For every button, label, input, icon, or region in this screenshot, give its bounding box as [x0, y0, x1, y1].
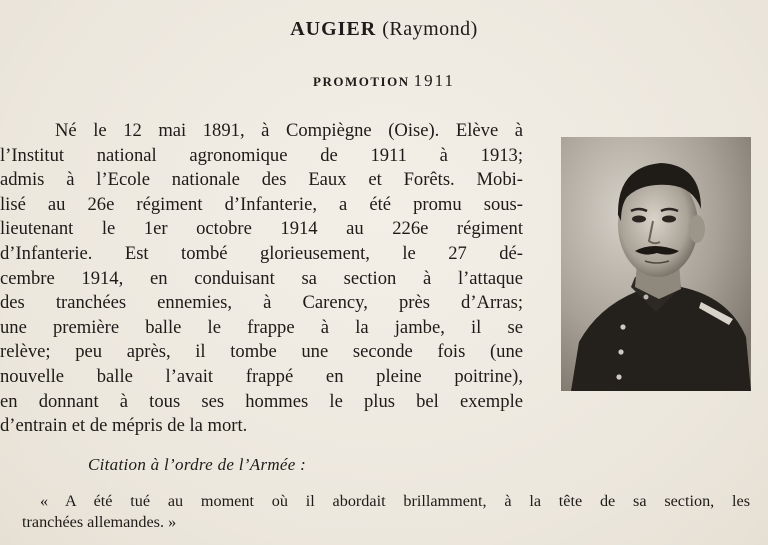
portrait-photo	[561, 137, 751, 391]
page-title	[0, 18, 768, 41]
citation-quote	[22, 491, 750, 533]
citation-line: tranchées allemandes. »	[22, 513, 177, 531]
promotion-label: PROMOTION	[313, 74, 410, 89]
biography-line: une première balle le frappe à la jambe, il se	[0, 316, 523, 338]
biography-line: lieutenant le 1er octobre 1914 au 226e régiment	[0, 218, 523, 240]
biography-line: admis à l’Ecole nationale des Eaux et Forêts. Mobi-	[0, 169, 523, 191]
promotion-year: 1911	[413, 71, 455, 90]
biography-line: l’Institut national agronomique de 1911 à 1913;	[0, 144, 523, 166]
biography-paragraph	[0, 119, 523, 439]
citation-title: Citation à l’ordre de l’Armée :	[88, 455, 307, 474]
biography-line: relève; peu après, il tombe une seconde fois (une	[0, 341, 523, 363]
biography-line: Né le 12 mai 1891, à Compiègne (Oise). Elève à	[55, 120, 523, 141]
biography-line: en donnant à tous ses hommes le plus bel exemple	[0, 390, 523, 412]
given-name: (Raymond)	[382, 18, 478, 40]
biography-line: d’Infanterie. Est tombé glorieusement, le 27 dé-	[0, 242, 523, 264]
surname: AUGIER	[290, 18, 377, 40]
biography-line: cembre 1914, en conduisant sa section à l’attaque	[0, 267, 523, 289]
biography-line: d’entrain et de mépris de la mort.	[0, 415, 248, 437]
portrait-photo-icon	[561, 137, 751, 391]
biography-line: des tranchées ennemies, à Carency, près d’Arras;	[0, 292, 523, 314]
citation-line: « A été tué au moment où il abordait brillamment, à la tête de sa section, les	[40, 492, 750, 510]
biography-line: nouvelle balle l’avait frappé en pleine poitrine),	[0, 365, 523, 387]
promotion-heading	[0, 71, 768, 91]
biography-line: lisé au 26e régiment d’Infanterie, a été promu sous-	[0, 193, 523, 215]
